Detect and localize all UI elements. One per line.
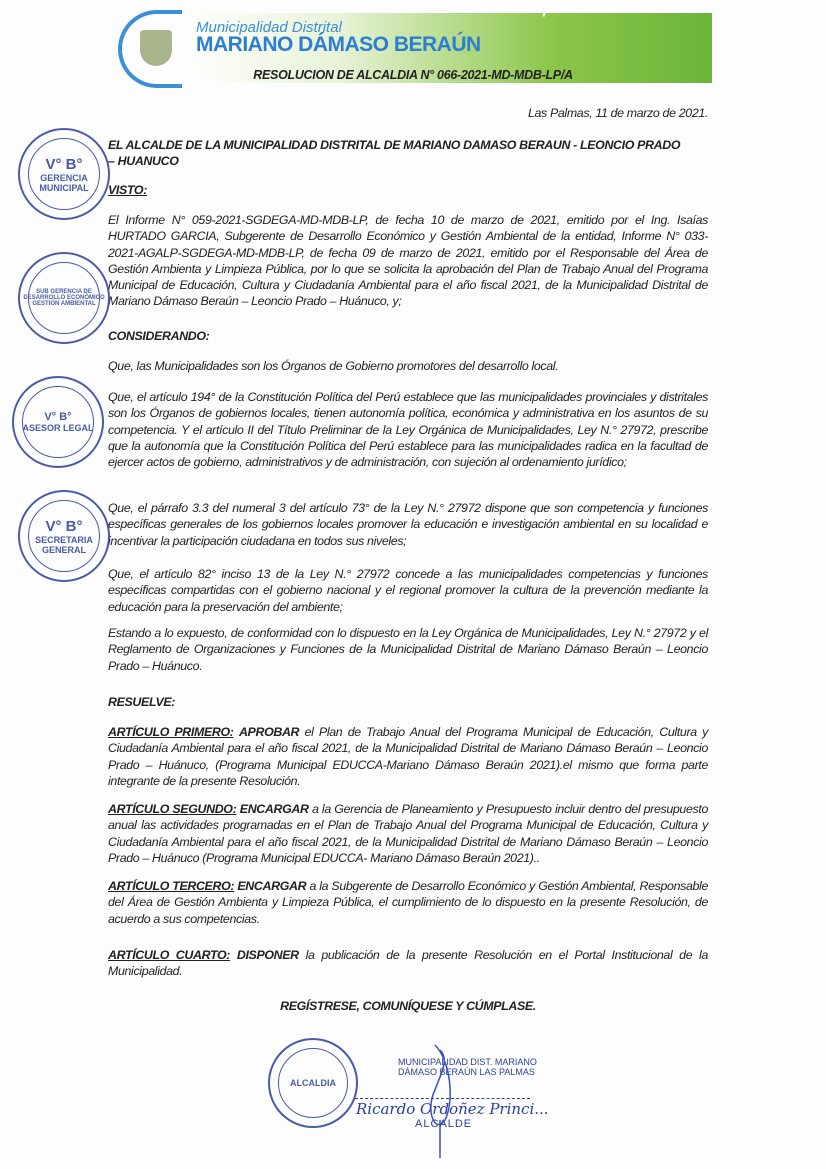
resuelve-label: RESUELVE: bbox=[108, 695, 176, 709]
resolution-title: RESOLUCION DE ALCALDIA N° 066-2021-MD-MDB-LP/A bbox=[253, 68, 573, 82]
stamp-subgerencia: SUB GERENCIA DE DESARROLLO ECONÓMICO GESTIÓN AMBIENTAL bbox=[18, 252, 110, 344]
article-text: la publicación de la presente Resolución en el Portal Institucional de la Municipalidad. bbox=[108, 948, 709, 979]
visto-label: VISTO: bbox=[108, 183, 147, 197]
handwritten-signature bbox=[410, 1040, 473, 1160]
article-text: a la Gerencia de Planeamiento y Presupuesto incluir dentro del presupuesto anual las actividades programadas en el Plan de Trabajo Anual del Programa Municipal de Educación, Cultura y Ciudadanía Ambiental para el año fiscal 2021, de la Municipalidad Distrital de Mariano Dámaso Beraún – Leoncio Prado – Huánuco (Programa Municipal EDUCCA- Mariano Dámaso Beraún 2021).. bbox=[108, 802, 708, 865]
article-1 bbox=[108, 724, 708, 789]
considerando-paragraph: Que, el párrafo 3.3 del numeral 3 del artículo 73° de la Ley N.° 27972 dispone que son competencia y funciones específicas generales de los gobiernos locales promover la educación e investigación ambiental en su localidad e incentivar la participación ciudadana en todos sus niveles; bbox=[108, 501, 708, 548]
article-label: ARTÍCULO TERCERO: bbox=[108, 879, 235, 893]
heading: EL ALCALDE DE LA MUNICIPALIDAD DISTRITAL DE MARIANO DAMASO BERAUN - LEONCIO PRADO – HUANUCO bbox=[108, 138, 681, 169]
slogan: Emporio turístico... bbox=[516, 0, 682, 17]
seal-text: MUNICIPALIDAD DIST. MARIANO DÁMASO BERAÚN LAS PALMAS bbox=[398, 1057, 537, 1077]
article-3 bbox=[108, 878, 708, 927]
stamp-asesor-legal: V° B° ASESOR LEGAL bbox=[12, 376, 104, 468]
article-label: ARTÍCULO CUARTO: bbox=[108, 948, 231, 962]
considerando-label: CONSIDERANDO: bbox=[108, 329, 210, 343]
considerando-paragraph: Que, el artículo 82° inciso 13 de la Ley N.° 27972 concede a las municipalidades competencias y funciones específicas compartidas con el gobierno nacional y el regional promover la cultura de la prevención mediante la educación para la preservación del ambiente; bbox=[108, 567, 708, 614]
article-verb: ENCARGAR bbox=[239, 802, 309, 816]
considerando-paragraph: Que, las Municipalidades son los Órganos de Gobierno promotores del desarrollo local. bbox=[108, 359, 559, 373]
mayor-seal: ALCALDIA bbox=[268, 1038, 358, 1128]
article-verb: DISPONER bbox=[236, 948, 299, 962]
article-4 bbox=[108, 947, 708, 980]
stamp-secretaria-general: V° B° SECRETARIA GENERAL bbox=[18, 490, 110, 582]
signer-role: ALCALDE bbox=[415, 1118, 473, 1130]
article-verb: APROBAR bbox=[238, 725, 300, 739]
date-line: Las Palmas, 11 de marzo de 2021. bbox=[527, 106, 708, 120]
considerando-paragraph: Estando a lo expuesto, de conformidad con lo dispuesto en la Ley Orgánica de Municipalidades, Ley N.° 27972 y el Reglamento de Organizaciones y Funciones de la Municipalidad Distrital de Mariano Dámaso Beraún – Leoncio Prado – Huánuco. bbox=[108, 626, 708, 673]
municipality-name: MARIANO DÁMASO BERAÚN bbox=[196, 33, 481, 56]
visto-text: El Informe N° 059-2021-SGDEGA-MD-MDB-LP, de fecha 10 de marzo de 2021, emitido por el Ing. Isaías HURTADO GARCIA, Subgerente de Desarrollo Económico y Gestión Ambiental de la entidad, Informe N° 033-2021-AGALP-SGDEGA-MD-MDB-LP, de fecha 09 de marzo de 2021, emitido por el Responsable del Área de Gestión Ambienta y Limpieza Pública, por lo que se solicita la aprobación del Plan de Trabajo Anual del Programa Municipal de Educación, Cultura y Ciudadanía Ambiental para el año fiscal 2021, de la Municipalidad Distrital de Mariano Dámaso Beraún – Leoncio Prado – Huánuco, y; bbox=[108, 213, 708, 309]
considerando-paragraph: Que, el artículo 194° de la Constitución Política del Perú establece que las municipalidades provinciales y distritales son los Órganos de gobiernos locales, tienen autonomía política, económica y administrativa en los asuntos de su competencia. Y el artículo II del Título Preliminar de la Ley Orgánica de Municipalidades, Ley N.° 27972, prescribe que la autonomía que la Constitución Política del Perú establece para las municipalidades radica en la facultad de ejercer actos de gobierno, administrativos y de administración, con sujeción al ordenamiento jurídico; bbox=[108, 390, 708, 470]
municipality-label: Municipalidad Distrital bbox=[196, 19, 342, 36]
article-verb: ENCARGAR bbox=[237, 879, 307, 893]
article-2 bbox=[108, 801, 708, 866]
article-text: el Plan de Trabajo Anual del Programa Municipal de Educación, Cultura y Ciudadanía Ambiental para el año fiscal 2021, de la Municipalidad Distrital de Mariano Dámaso Beraún – Leoncio Prado – Huánuco, (Programa Municipal EDUCCA-Mariano Dámaso Beraún 2021).el mismo que forma parte integrante de la presente Resolución. bbox=[108, 725, 709, 788]
stamp-gerencia-municipal: V° B° GERENCIA MUNICIPAL bbox=[18, 128, 110, 220]
article-text: a la Subgerente de Desarrollo Económico y Gestión Ambiental, Responsable del Área de Gestión Ambienta y Limpieza Pública, el cumplimiento de lo dispuesto en la presente Resolución, de acuerdo a sus competencias. bbox=[108, 879, 708, 926]
signer-name: Ricardo Ordoñez Princi... bbox=[356, 1100, 549, 1118]
article-label: ARTÍCULO SEGUNDO: bbox=[108, 802, 237, 816]
closing-formula: REGÍSTRESE, COMUNÍQUESE Y CÚMPLASE. bbox=[280, 999, 536, 1013]
article-label: ARTÍCULO PRIMERO: bbox=[108, 725, 234, 739]
